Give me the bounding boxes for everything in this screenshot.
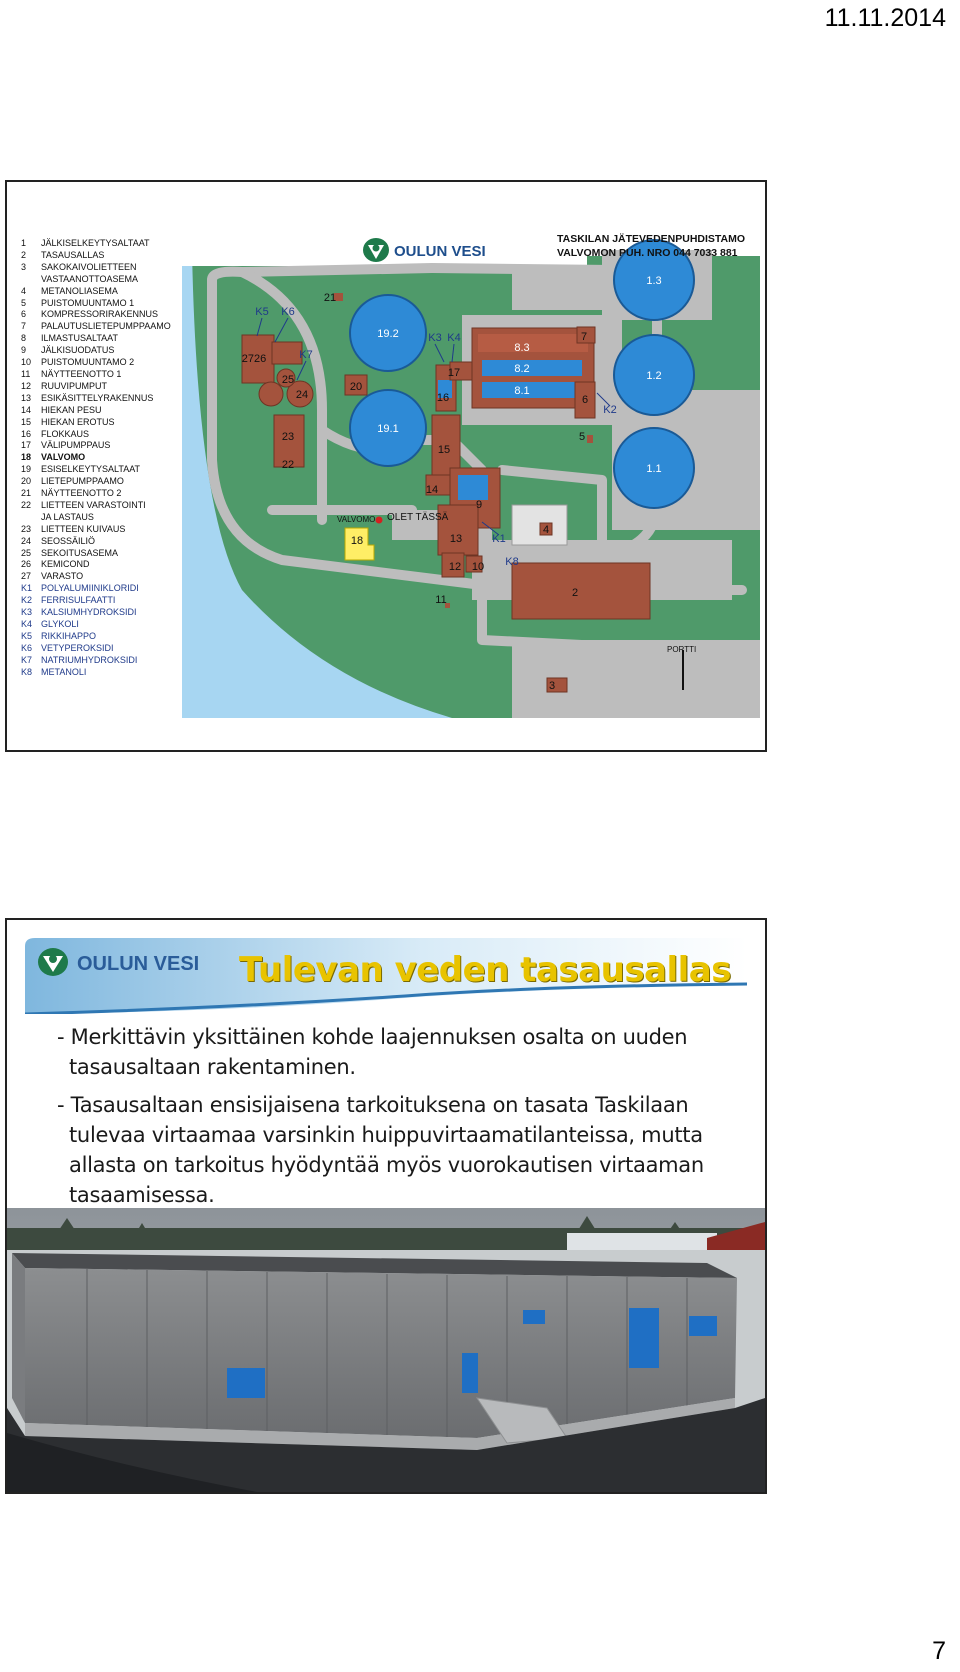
legend-row	[21, 667, 189, 679]
legend-row	[21, 488, 189, 500]
legend-key: 13	[21, 392, 32, 403]
legend-key: 23	[21, 523, 32, 534]
svg-text:10: 10	[471, 561, 485, 573]
legend-label: JÄLKISUODATUS	[41, 345, 115, 356]
legend-row	[21, 619, 189, 631]
legend-key: 26	[21, 559, 32, 570]
slide-title: Tulevan veden tasausallas	[239, 950, 731, 990]
legend-key: 27	[21, 571, 32, 582]
svg-text:VALVOMO: VALVOMO	[337, 515, 376, 524]
legend-label: HIEKAN PESU	[41, 404, 102, 415]
legend-key: 25	[21, 547, 32, 558]
legend-label: JÄLKISELKEYTYSALTAAT	[41, 238, 150, 248]
svg-text:K2: K2	[603, 404, 617, 416]
legend-key: 3	[21, 261, 27, 272]
legend-key: 11	[21, 368, 31, 379]
basin-building-photo	[7, 1208, 765, 1492]
svg-text:14: 14	[425, 484, 439, 496]
legend-row	[21, 595, 189, 607]
legend-label: PUISTOMUUNTAMO 2	[41, 357, 135, 368]
legend-key: 9	[21, 345, 27, 356]
legend-row	[21, 655, 189, 667]
legend-label: NATRIUMHYDROKSIDI	[41, 654, 138, 665]
legend-key: 14	[21, 404, 32, 415]
legend-row	[21, 607, 189, 619]
legend-row	[21, 559, 189, 571]
bullet-list	[57, 1022, 737, 1218]
svg-text:OULUN VESI: OULUN VESI	[77, 953, 200, 975]
svg-text:17: 17	[447, 367, 461, 379]
svg-text:20: 20	[349, 381, 363, 393]
legend-key: K1	[21, 583, 33, 594]
legend-label: VARASTO	[41, 571, 84, 582]
svg-text:K1: K1	[492, 533, 506, 545]
legend-label: LIETTEEN VARASTOINTI	[41, 499, 146, 510]
svg-text:2726: 2726	[241, 353, 267, 365]
legend-row	[21, 238, 189, 250]
legend-label: JA LASTAUS	[41, 511, 94, 522]
legend-label: PUISTOMUUNTAMO 1	[41, 297, 135, 308]
legend-label: TASAUSALLAS	[41, 249, 105, 260]
svg-text:5: 5	[578, 431, 586, 443]
legend-key: 1	[21, 238, 27, 248]
site-map-graphic	[182, 210, 760, 718]
legend-label: SAKOKAIVOLIETTEEN	[41, 261, 137, 272]
legend-key: 4	[21, 285, 27, 296]
legend-label: VASTAANOTTOASEMA	[41, 273, 139, 284]
legend-key: K7	[21, 654, 33, 665]
legend-label: METANOLIASEMA	[41, 285, 118, 296]
svg-text:22: 22	[281, 459, 295, 471]
legend-label: KEMICOND	[41, 559, 90, 570]
svg-text:PORTTI: PORTTI	[667, 645, 697, 654]
legend-key: 16	[21, 428, 32, 439]
legend-row	[21, 631, 189, 643]
page-number: 7	[932, 1637, 946, 1665]
legend-key: 17	[21, 440, 32, 451]
legend-label: RUUVIPUMPUT	[41, 380, 108, 391]
svg-text:3: 3	[548, 680, 556, 692]
legend-row	[21, 440, 189, 452]
svg-text:OLET TÄSSÄ: OLET TÄSSÄ	[387, 512, 449, 523]
oulun-vesi-logo	[362, 235, 492, 265]
svg-text:6: 6	[581, 394, 589, 406]
svg-text:K4: K4	[447, 332, 461, 344]
legend-row	[21, 381, 189, 393]
legend-label: KALSIUMHYDROKSIDI	[41, 607, 137, 618]
legend-row	[21, 536, 189, 548]
legend-label: GLYKOLI	[41, 619, 79, 629]
legend-row	[21, 476, 189, 488]
svg-text:25: 25	[281, 374, 295, 386]
legend-label: HIEKAN EROTUS	[41, 416, 115, 427]
svg-text:13: 13	[449, 533, 463, 545]
svg-text:21: 21	[323, 292, 337, 304]
legend-key: K3	[21, 607, 33, 618]
legend-label: VÄLIPUMPPAUS	[41, 440, 111, 451]
legend-row	[21, 286, 189, 298]
legend-key: 20	[21, 476, 32, 487]
legend-label: KOMPRESSORIRAKENNUS	[41, 309, 159, 320]
legend-key: 22	[21, 499, 32, 510]
svg-text:K5: K5	[255, 306, 269, 318]
svg-text:8.1: 8.1	[514, 385, 530, 397]
svg-text:2: 2	[571, 587, 579, 599]
legend-key: 10	[21, 357, 32, 368]
legend-label: SEKOITUSASEMA	[41, 547, 119, 558]
svg-text:8.2: 8.2	[514, 363, 530, 375]
legend-key: 24	[21, 535, 32, 546]
legend-row	[21, 464, 189, 476]
legend-key	[21, 512, 41, 524]
legend-row	[21, 548, 189, 560]
bullet-1: - Merkittävin yksittäinen kohde laajennuksen osalta on uuden tasausaltaan rakentaminen.	[57, 1025, 688, 1079]
svg-text:K3: K3	[428, 332, 442, 344]
site-map	[182, 210, 760, 718]
svg-text:23: 23	[281, 431, 295, 443]
svg-text:1.3: 1.3	[646, 275, 662, 287]
svg-text:11: 11	[435, 594, 447, 606]
svg-text:12: 12	[448, 561, 462, 573]
legend-row	[21, 643, 189, 655]
legend-key: K6	[21, 642, 33, 653]
svg-text:K8: K8	[505, 556, 519, 568]
legend-label: ESIKÄSITTELYRAKENNUS	[41, 392, 154, 403]
legend-label: LIETTEEN KUIVAUS	[41, 523, 126, 534]
legend-key: K8	[21, 666, 33, 677]
legend-row	[21, 321, 189, 333]
legend-label: VALVOMO	[41, 452, 86, 463]
svg-text:16: 16	[436, 392, 450, 404]
legend-label: NÄYTTEENOTTO 1	[41, 368, 122, 379]
legend-label: PALAUTUSLIETEPUMPPAAMO	[41, 321, 171, 332]
legend-key: 21	[21, 488, 32, 499]
legend-row	[21, 274, 189, 286]
legend-label: NÄYTTEENOTTO 2	[41, 488, 122, 499]
legend-row	[21, 262, 189, 274]
legend-row	[21, 452, 189, 464]
svg-text:1.2: 1.2	[646, 370, 662, 382]
legend-label: LIETEPUMPPAAMO	[41, 476, 124, 487]
legend-key: 2	[21, 249, 27, 260]
map-legend	[21, 238, 189, 679]
map-title-line2: VALVOMON PUH. NRO 044 7033 881	[557, 247, 738, 259]
legend-label: POLYALUMIINIKLORIDI	[41, 583, 139, 594]
svg-text:1.1: 1.1	[646, 463, 662, 475]
equalization-basin-slide	[5, 918, 767, 1494]
legend-row	[21, 512, 189, 524]
legend-label: METANOLI	[41, 666, 87, 677]
legend-key: 6	[21, 309, 27, 320]
legend-key: K4	[21, 619, 33, 629]
legend-row	[21, 345, 189, 357]
legend-row	[21, 393, 189, 405]
svg-text:4: 4	[542, 524, 550, 536]
map-title	[557, 232, 745, 260]
legend-label: VETYPEROKSIDI	[41, 642, 114, 653]
bullet-2: - Tasausaltaan ensisijaisena tarkoituksena on tasata Taskilaan tulevaa virtaamaa varsinkin huippuvirtaamatilanteissa, mutta allasta on tarkoitus hyödyntää myös vuorokautisen virtaaman tasaamisessa.	[57, 1093, 704, 1207]
legend-key: K2	[21, 595, 33, 606]
legend-row	[21, 500, 189, 512]
legend-label: FERRISULFAATTI	[41, 595, 116, 606]
legend-row	[21, 429, 189, 441]
legend-key: 12	[21, 380, 32, 391]
svg-text:8.3: 8.3	[514, 342, 530, 354]
legend-label: SEOSSÄILIÖ	[41, 535, 96, 546]
legend-key: 15	[21, 416, 32, 427]
legend-key: 7	[21, 321, 27, 332]
legend-key	[21, 274, 41, 286]
site-map-slide	[5, 180, 767, 752]
legend-label: FLOKKAUS	[41, 428, 90, 439]
legend-key: K5	[21, 630, 33, 641]
legend-key: 19	[21, 464, 32, 475]
map-title-line1: TASKILAN JÄTEVEDENPUHDISTAMO	[557, 233, 746, 245]
legend-row	[21, 369, 189, 381]
legend-row	[21, 250, 189, 262]
header-date: 11.11.2014	[824, 4, 946, 32]
svg-text:7: 7	[580, 331, 588, 343]
svg-text:18: 18	[350, 535, 364, 547]
svg-text:9: 9	[475, 499, 483, 511]
legend-row	[21, 417, 189, 429]
legend-row	[21, 405, 189, 417]
legend-key: 8	[21, 333, 27, 344]
svg-text:24: 24	[295, 389, 309, 401]
legend-label: ESISELKEYTYSALTAAT	[41, 464, 141, 475]
legend-label: RIKKIHAPPO	[41, 630, 97, 641]
svg-text:K7: K7	[299, 349, 313, 361]
svg-text:19.1: 19.1	[377, 423, 399, 435]
svg-text:19.2: 19.2	[377, 328, 399, 340]
svg-text:OULUN VESI: OULUN VESI	[394, 243, 486, 260]
svg-text:K6: K6	[281, 306, 295, 318]
legend-row	[21, 357, 189, 369]
legend-row	[21, 524, 189, 536]
legend-row	[21, 298, 189, 310]
svg-text:15: 15	[437, 444, 451, 456]
legend-label: ILMASTUSALTAAT	[41, 333, 119, 344]
legend-key: 18	[21, 452, 32, 463]
legend-row	[21, 333, 189, 345]
legend-row	[21, 309, 189, 321]
legend-row	[21, 583, 189, 595]
legend-key: 5	[21, 297, 27, 308]
legend-row	[21, 571, 189, 583]
